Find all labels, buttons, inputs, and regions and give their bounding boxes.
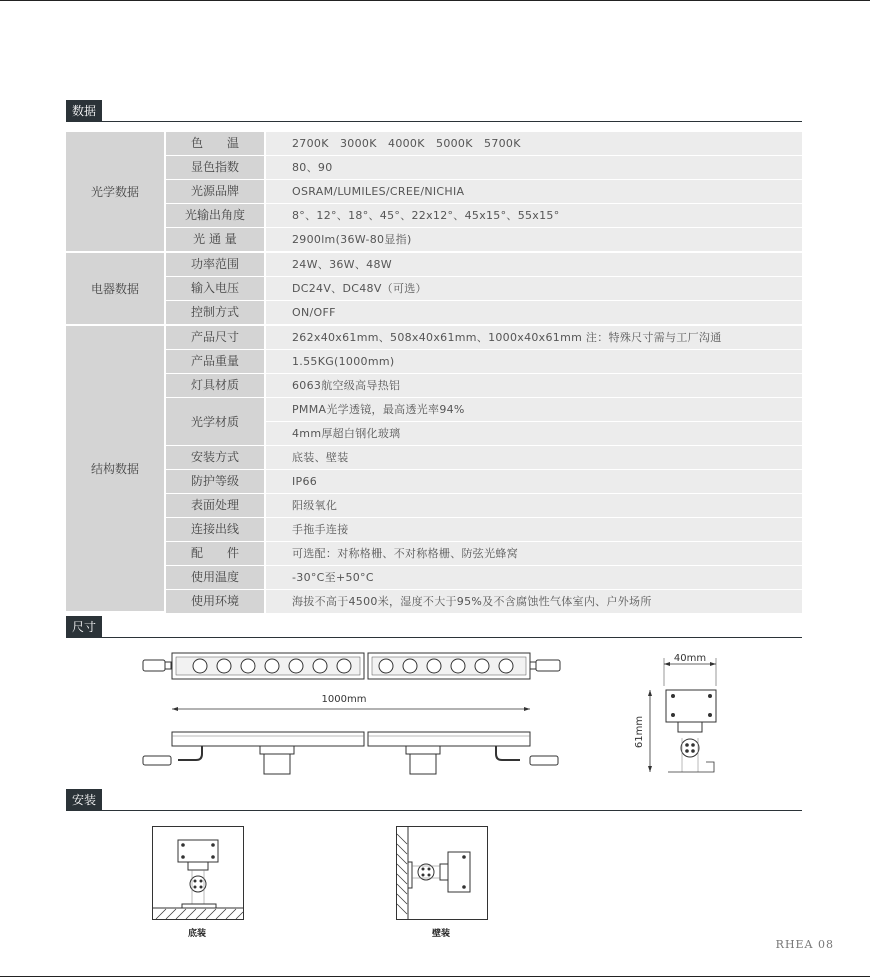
row-value: 海拔不高于4500米，湿度不大于95%及不含腐蚀性气体室内、户外场所 — [266, 590, 802, 613]
row-label: 灯具材质 — [166, 374, 264, 397]
row-value: 24W、36W、48W — [266, 253, 802, 276]
section-data-title: 数据 — [66, 100, 102, 122]
row-value: 阳级氧化 — [266, 494, 802, 517]
row-value: 1.55KG(1000mm) — [266, 350, 802, 373]
table-row — [166, 253, 802, 276]
group-optical: 光学数据 — [66, 132, 164, 251]
table-row — [166, 228, 802, 251]
row-label: 功率范围 — [166, 253, 264, 276]
row-label: 光源品牌 — [166, 180, 264, 203]
row-value: -30°C至+50°C — [266, 566, 802, 589]
wall-mount-drawing — [396, 826, 488, 920]
table-row — [166, 301, 802, 324]
length-dimension-label: 1000mm — [321, 694, 367, 705]
group-electrical: 电器数据 — [66, 253, 164, 324]
section-size-title: 尺寸 — [66, 616, 102, 638]
section-install-header — [66, 789, 802, 811]
row-label: 防护等级 — [166, 470, 264, 493]
page-footer: RHEA 08 — [775, 938, 834, 951]
row-label: 表面处理 — [166, 494, 264, 517]
section-install-title: 安装 — [66, 789, 102, 811]
row-value: 2900lm(36W-80显指) — [266, 228, 802, 251]
row-label: 光输出角度 — [166, 204, 264, 227]
table-row — [166, 132, 802, 155]
section-data-header — [66, 100, 802, 122]
wall-mount-caption: 壁装 — [432, 929, 451, 939]
table-row — [166, 470, 802, 493]
row-value: PMMA光学透镜，最高透光率94% — [266, 398, 802, 421]
table-row — [166, 156, 802, 179]
row-value: 6063航空级高导热铝 — [266, 374, 802, 397]
row-label: 输入电压 — [166, 277, 264, 300]
row-label: 光学材质 — [166, 398, 264, 445]
row-value: 可选配：对称格栅、不对称格栅、防弦光蜂窝 — [266, 542, 802, 565]
floor-mount-caption: 底装 — [188, 929, 207, 939]
height-dimension-label: 61mm — [634, 715, 645, 749]
table-row — [166, 326, 802, 349]
row-label: 配 件 — [166, 542, 264, 565]
end-view-drawing — [628, 652, 728, 778]
row-label: 产品重量 — [166, 350, 264, 373]
row-label: 产品尺寸 — [166, 326, 264, 349]
group-structure: 结构数据 — [66, 326, 164, 611]
row-label: 使用环境 — [166, 590, 264, 613]
table-row — [166, 374, 802, 397]
row-value: ON/OFF — [266, 301, 802, 324]
table-row — [166, 277, 802, 300]
row-label: 光 通 量 — [166, 228, 264, 251]
row-value: 80、90 — [266, 156, 802, 179]
row-value: IP66 — [266, 470, 802, 493]
row-label: 使用温度 — [166, 566, 264, 589]
bottom-rule — [0, 976, 870, 977]
row-value: 底装、壁装 — [266, 446, 802, 469]
section-size-header — [66, 616, 802, 638]
row-value: 2700K 3000K 4000K 5000K 5700K — [266, 132, 802, 155]
table-row — [166, 566, 802, 589]
row-label: 色 温 — [166, 132, 264, 155]
table-row — [166, 542, 802, 565]
row-value: 8°、12°、18°、45°、22x12°、45x15°、55x15° — [266, 204, 802, 227]
row-label: 连接出线 — [166, 518, 264, 541]
row-label: 显色指数 — [166, 156, 264, 179]
row-value: 4mm厚超白钢化玻璃 — [266, 422, 802, 445]
width-dimension-label: 40mm — [673, 653, 707, 664]
row-value: 262x40x61mm、508x40x61mm、1000x40x61mm 注：特殊尺寸需与工厂沟通 — [266, 326, 802, 349]
top-rule — [0, 0, 870, 1]
table-row — [166, 350, 802, 373]
table-row — [166, 446, 802, 469]
table-row — [166, 518, 802, 541]
table-row — [166, 204, 802, 227]
row-value: 手拖手连接 — [266, 518, 802, 541]
front-view-drawing — [140, 648, 570, 778]
table-row — [166, 590, 802, 613]
table-row — [166, 180, 802, 203]
row-label: 安装方式 — [166, 446, 264, 469]
floor-mount-drawing — [152, 826, 244, 920]
table-row — [166, 494, 802, 517]
row-label: 控制方式 — [166, 301, 264, 324]
row-value: OSRAM/LUMILES/CREE/NICHIA — [266, 180, 802, 203]
row-value: DC24V、DC48V（可选） — [266, 277, 802, 300]
